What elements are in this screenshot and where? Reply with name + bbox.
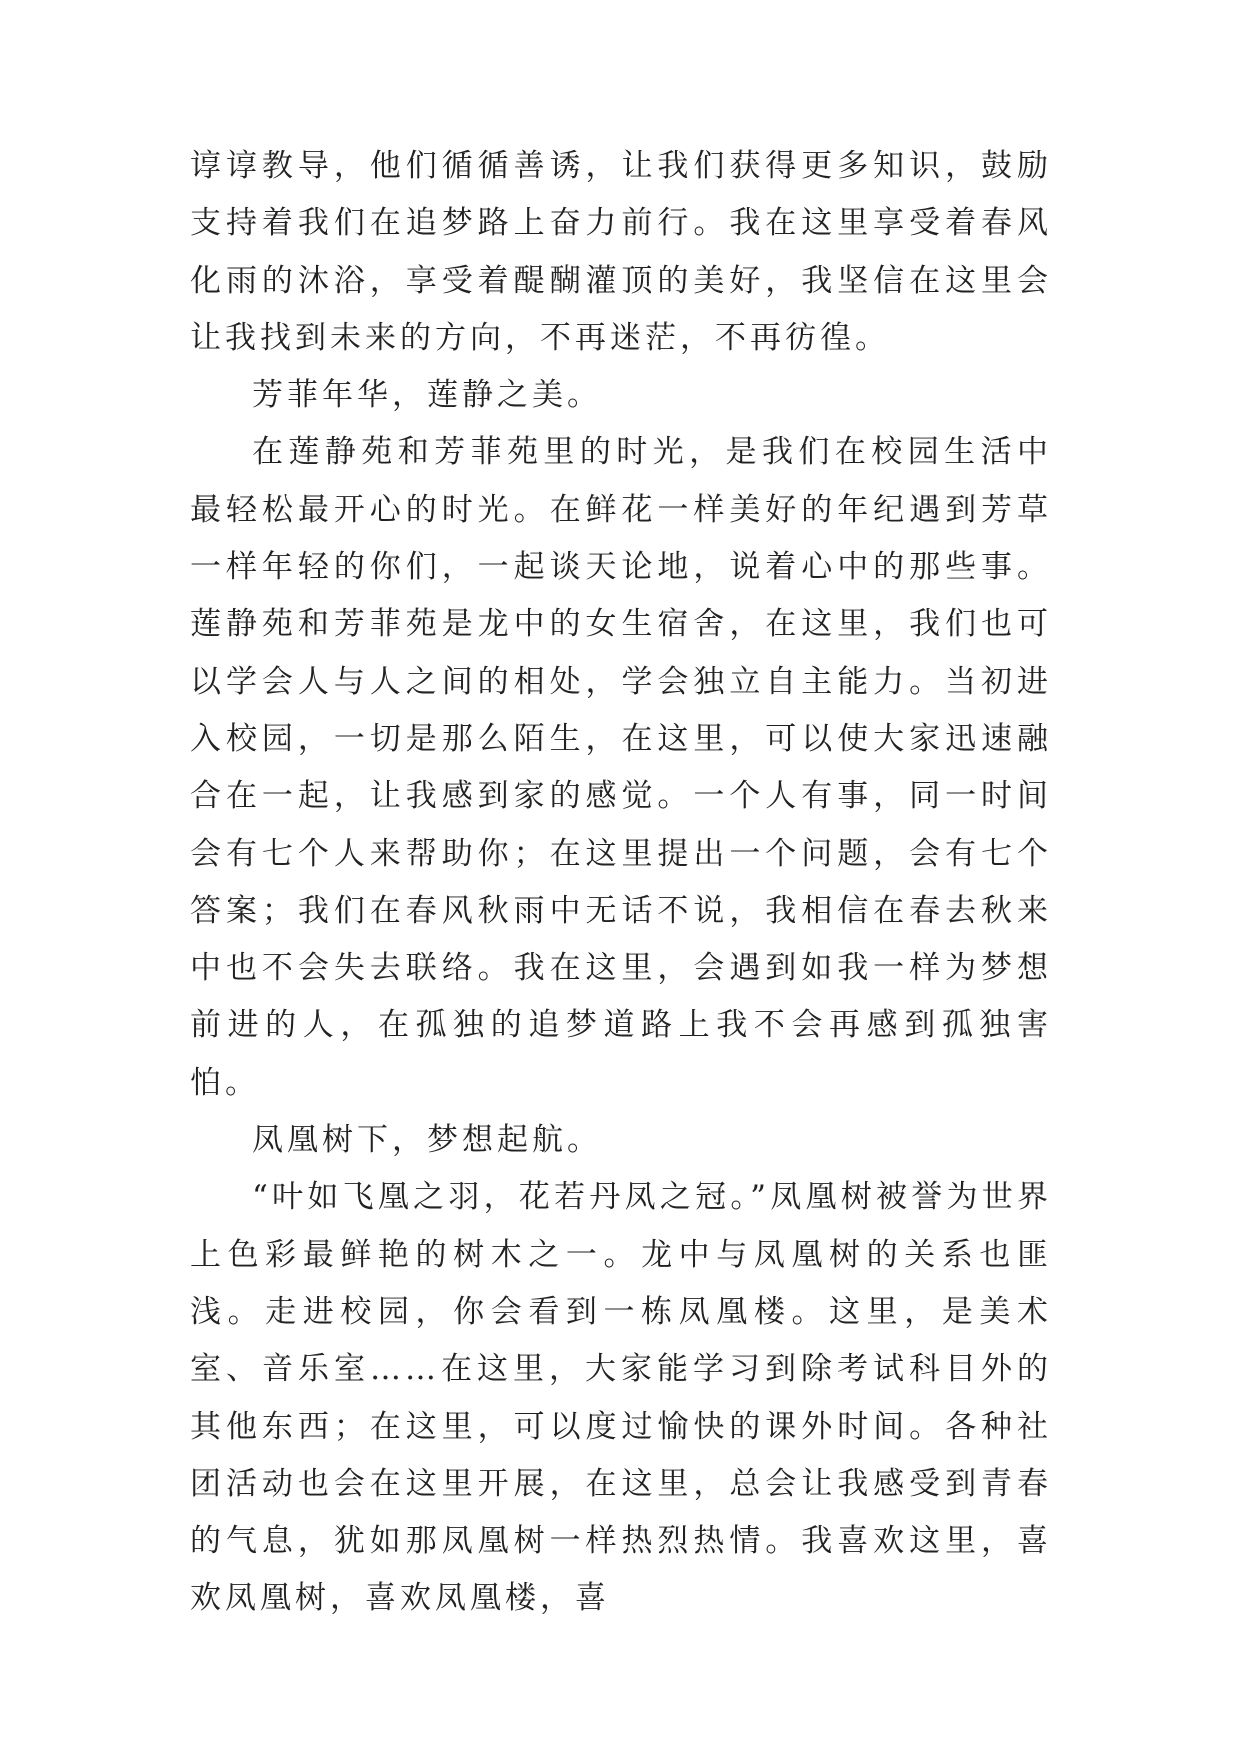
section-heading-fangfei: 芳菲年华，莲静之美。	[252, 377, 602, 414]
paragraph-continued: 谆谆教导，他们循循善诱，让我们获得更多知识，鼓励支持着我们在追梦路上奋力前行。我在这里享受着春风化雨的沐浴，享受着醍醐灌顶的美好，我坚信在这里会让我找到未来的方向，不再迷茫，不再彷徨。	[190, 148, 1052, 356]
paragraph-dormitory: 在莲静苑和芳菲苑里的时光，是我们在校园生活中最轻松最开心的时光。在鲜花一样美好的年纪遇到芳草一样年轻的你们，一起谈天论地，说着心中的那些事。莲静苑和芳菲苑是龙中的女生宿舍，在这里，我们也可以学会人与人之间的相处，学会独立自主能力。当初进入校园，一切是那么陌生，在这里，可以使大家迅速融合在一起，让我感到家的感觉。一个人有事，同一时间会有七个人来帮助你；在这里提出一个问题，会有七个答案；我们在春风秋雨中无话不说，我相信在春去秋来中也不会失去联络。我在这里，会遇到如我一样为梦想前进的人，在孤独的追梦道路上我不会再感到孤独害怕。	[190, 434, 1052, 1101]
paragraph-phoenix-tree: “叶如飞凰之羽，花若丹凤之冠。”凤凰树被誉为世界上色彩最鲜艳的树木之一。龙中与凤凰树的关系也匪浅。走进校园，你会看到一栋凤凰楼。这里，是美术室、音乐室……在这里，大家能学习到除考试科目外的其他东西；在这里，可以度过愉快的课外时间。各种社团活动也会在这里开展，在这里，总会让我感受到青春的气息，犹如那凤凰树一样热烈热情。我喜欢这里，喜欢凤凰树，喜欢凤凰楼，喜	[190, 1179, 1052, 1617]
section-heading-phoenix: 凤凰树下，梦想起航。	[252, 1122, 602, 1159]
document-body	[190, 138, 1052, 1628]
